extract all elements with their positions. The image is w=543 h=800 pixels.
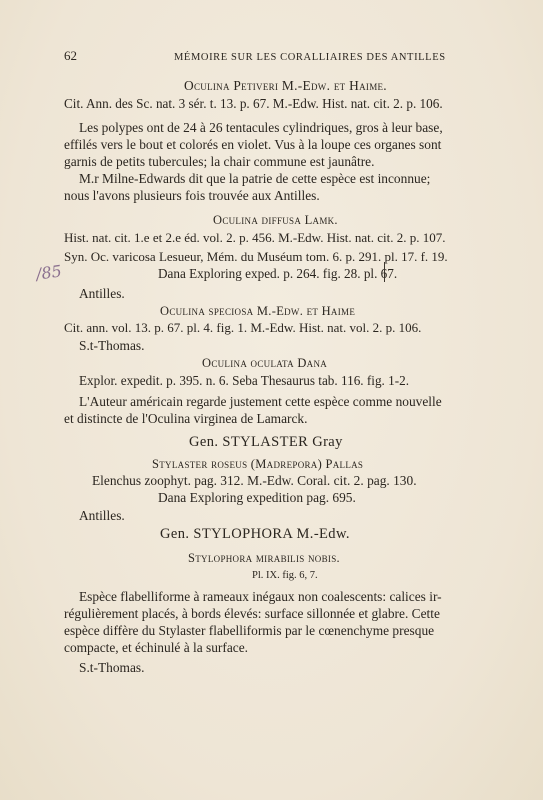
locality-roseus: Antilles. (79, 508, 125, 523)
species-heading-diffusa: Oculina diffusa Lamk. (213, 213, 338, 227)
reference-roseus-dana: Dana Exploring expedition pag. 695. (158, 490, 356, 505)
paragraph-line: L'Auteur américain regarde justement cette espèce comme nouvelle (79, 394, 442, 409)
plate-reference: Pl. IX. fig. 6, 7. (252, 570, 318, 581)
page-number: 62 (64, 48, 77, 63)
species-heading-roseus: Stylaster roseus (Madrepora) Pallas (152, 457, 364, 471)
paragraph-line: effilés vers le bout et colorés en violet. Vus à la loupe ces organes sont (64, 137, 442, 152)
paragraph-line: garnis de petits tubercules; la chair commune est jaunâtre. (64, 154, 375, 169)
genus-heading-stylaster: Gen. STYLASTER Gray (189, 434, 343, 450)
paragraph-line: compacte, et échinulé à la surface. (64, 640, 249, 655)
reference-diffusa: Hist. nat. cit. 1.e et 2.e éd. vol. 2. p. 456. M.-Edw. Hist. nat. cit. 2. p. 107. (64, 230, 446, 245)
paragraph-line: M.r Milne-Edwards dit que la patrie de cette espèce est inconnue; (79, 171, 431, 186)
paragraph-line: régulièrement placés, à bords élevés: surface sillonnée et glabre. Cette (64, 606, 440, 621)
reference-roseus: Elenchus zoophyt. pag. 312. M.-Edw. Coral. cit. 2. pag. 130. (92, 473, 417, 488)
locality-mirabilis: S.t-Thomas. (79, 660, 145, 675)
handwritten-margin-note: /85 (34, 261, 63, 284)
reference-oculata: Explor. expedit. p. 395. n. 6. Seba Thesaurus tab. 116. fig. 1-2. (79, 373, 410, 388)
reference-petiveri: Cit. Ann. des Sc. nat. 3 sér. t. 13. p. 67. M.-Edw. Hist. nat. cit. 2. p. 106. (64, 96, 443, 111)
genus-heading-stylophora: Gen. STYLOPHORA M.-Edw. (160, 526, 350, 542)
species-heading-mirabilis: Stylophora mirabilis nobis. (188, 551, 340, 565)
species-heading-speciosa: Oculina speciosa M.-Edw. et Haime (160, 304, 356, 318)
running-title: MÉMOIRE SUR LES CORALLIAIRES DES ANTILLES (174, 52, 446, 63)
paragraph-line: espèce diffère du Stylaster flabelliformis par le cœnenchyme presque (64, 623, 435, 638)
bracket-mark (384, 262, 387, 282)
species-heading-petiveri: Oculina Petiveri M.-Edw. et Haime. (184, 78, 387, 93)
synonym-diffusa-dana: Dana Exploring exped. p. 264. fig. 28. pl. 67. (158, 266, 398, 281)
paragraph-line: nous l'avons plusieurs fois trouvée aux Antilles. (64, 188, 320, 203)
locality-speciosa: S.t-Thomas. (79, 338, 145, 353)
paragraph-line: Les polypes ont de 24 à 26 tentacules cylindriques, gros à leur base, (79, 120, 443, 135)
paragraph-line: et distincte de l'Oculina virginea de Lamarck. (64, 411, 308, 426)
paragraph-line: Espèce flabelliforme à rameaux inégaux non coalescents: calices ir- (79, 589, 442, 604)
species-heading-oculata: Oculina oculata Dana (202, 356, 328, 370)
synonym-diffusa: Syn. Oc. varicosa Lesueur, Mém. du Muséum tom. 6. p. 291. pl. 17. f. 19. (64, 249, 448, 264)
reference-speciosa: Cit. ann. vol. 13. p. 67. pl. 4. fig. 1. M.-Edw. Hist. nat. vol. 2. p. 106. (64, 320, 422, 335)
locality-diffusa: Antilles. (79, 286, 125, 301)
